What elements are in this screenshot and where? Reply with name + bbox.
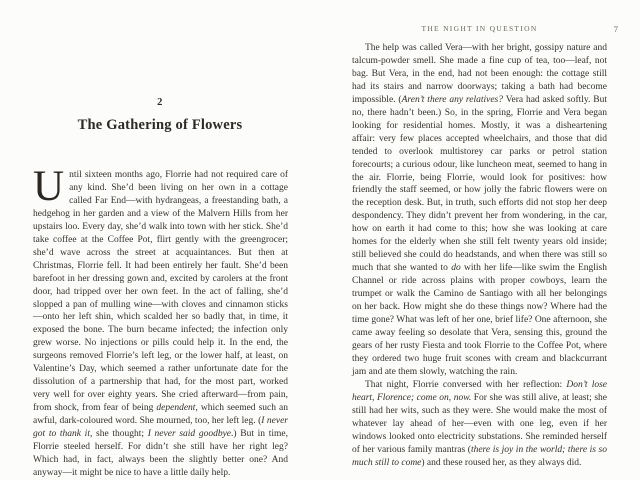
chapter-opening-paragraph: [33, 163, 288, 480]
right-page: [320, 0, 640, 480]
page-number: 7: [613, 24, 618, 34]
running-header-title: THE NIGHT IN QUESTION: [421, 24, 538, 33]
chapter-number: 2: [157, 97, 163, 108]
right-page-body: [352, 42, 607, 469]
paragraph: That night, Florrie conversed with her reflection: Don’t lose heart, Florence; come on, now. For she was still alive, at least; she still had her wits, such as they were. She would make the most of whatever lay ahead of her—even with one leg, even if her windows looked onto electricity substations. She reminded herself of her various family mantras (there is joy in the world; there is so much still to come) and these roused her, as they always did.: [352, 379, 608, 468]
drop-cap: U: [33, 163, 65, 210]
chapter-title: The Gathering of Flowers: [77, 117, 243, 133]
left-page-body: [33, 163, 288, 480]
paragraph-text: ntil sixteen months ago, Florrie had not required care of any kind. She’d been living on her own in a cottage called Far End—with hydrangeas, a freestanding bath, a hedgehog in her garden and a view of the Malvern Hills from her upstairs loo. Every day, she’d walk into town with her stick. She’d take coffee at the Coffee Pot, flirt gently with the greengrocer; she’d wave across the street at acquaintances. But then at Christmas, Florrie fell. It had been entirely her fault. She’d been barefoot in her dressing gown and, excited by carolers at the front door, had tripped over her own feet. In the act of falling, she’d slopped a pan of mulling wine—with cloves and cinnamon sticks—onto her left shin, which scalded her so badly that, in time, it exposed the bone. The burn became infected; the infection only grew worse. No injections or pills could help it. In the end, the surgeons removed Florrie’s left leg, or the lower half, at least, on Valentine’s Day, which seemed a rather unfortunate date for the dissolution of a partnership that had, for the most part, worked very well for over eighty years. She cried afterward—from pain, from shock, from fear of being dependent, which seemed such an awful, dark-coloured word. She mourned, too, her left leg. (I never got to thank it, she thought; I never said goodbye.) But in time, Florrie steeled herself. For didn’t she still have her right leg? Which had, in fact, always been the slightly better one? And anyway—it might be nice to have a little daily help.: [33, 170, 288, 478]
paragraph: The help was called Vera—with her bright, gossipy nature and talcum-powder smell. She made a fine cup of tea, too—leaf, not bag. But Vera, in the end, had not been enough: the cottage still had its stairs and narrow doorways; taking a bath had become impossible. (Aren’t there any relatives? Vera had asked softly. But no, there hadn’t been.) So, in the spring, Florrie and Vera began looking for residential homes. Mostly, it was a disheartening affair: very few places accepted wheelchairs, and those that did tended to overlook multistorey car parks or petrol station forecourts; a curious odour, like luncheon meat, seemed to hang in the air. Florrie, being Florrie, would look for positives: how friendly the staff seemed, or how jolly the fabric flowers were on the reception desk. But, in truth, such efforts did not stop her deep despondency. They didn’t prevent her from wondering, in the car, how on earth it had come to this; how she was looking at care homes for the elderly when she still felt twenty years old inside; still believed she could do headstands, and when there was still so much that she wanted to do with her life—like swim the English Channel or ride across plains with proper cowboys, learn the trumpet or walk the Camino de Santiago with all her belongings on her back. How might she do these things now? Where had the time gone? What was left of her one, brief life? One afternoon, she came away feeling so desolate that Vera, sensing this, ground the gears of her rusty Fiesta and took Florrie to the Coffee Pot, where they ordered two huge fruit scones with cream and blackcurrant jam and ate them slowly, watching the rain.: [352, 43, 608, 377]
running-header: [352, 24, 618, 34]
